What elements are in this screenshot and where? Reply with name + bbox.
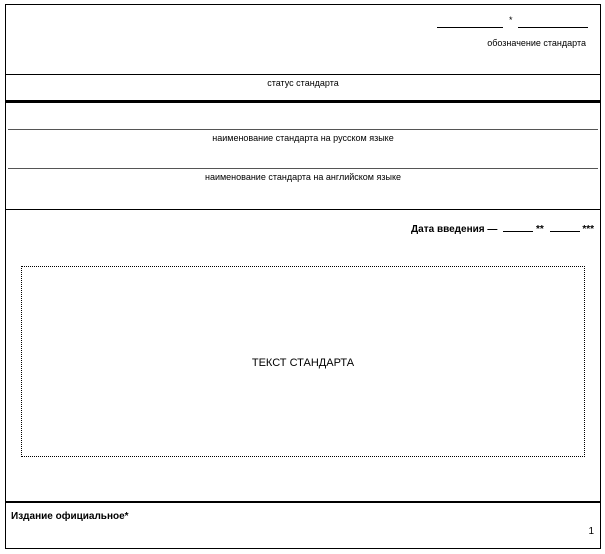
intro-date-blank-2 bbox=[550, 231, 580, 232]
status-caption: статус стандарта bbox=[267, 78, 339, 88]
title-ru-line bbox=[8, 129, 598, 130]
title-en-caption: наименование стандарта на английском языке bbox=[204, 172, 402, 182]
designation-blank-right bbox=[518, 27, 588, 28]
title-ru-caption: наименование стандарта на русском языке bbox=[212, 133, 394, 143]
designation-line bbox=[437, 15, 588, 30]
designation-caption: обозначение стандарта bbox=[487, 38, 586, 48]
intro-date-blank-1 bbox=[503, 231, 533, 232]
intro-date bbox=[411, 225, 594, 235]
intro-date-marker-1: ** bbox=[535, 224, 544, 235]
standard-title-page bbox=[5, 4, 601, 549]
designation-blank-left bbox=[437, 27, 503, 28]
intro-date-label: Дата введения — bbox=[411, 224, 498, 235]
footer-divider bbox=[6, 501, 600, 503]
title-bottom-line bbox=[6, 209, 600, 210]
intro-date-marker-2: *** bbox=[582, 224, 594, 235]
section-divider-thick bbox=[6, 100, 600, 103]
text-box-label: ТЕКСТ СТАНДАРТА bbox=[251, 357, 355, 369]
title-en-line bbox=[8, 168, 598, 169]
page-number: 1 bbox=[588, 526, 594, 537]
standard-text-box bbox=[21, 266, 585, 457]
status-top-line bbox=[6, 74, 600, 75]
edition-label: Издание официальное* bbox=[11, 511, 129, 522]
designation-marker: * bbox=[508, 15, 513, 25]
